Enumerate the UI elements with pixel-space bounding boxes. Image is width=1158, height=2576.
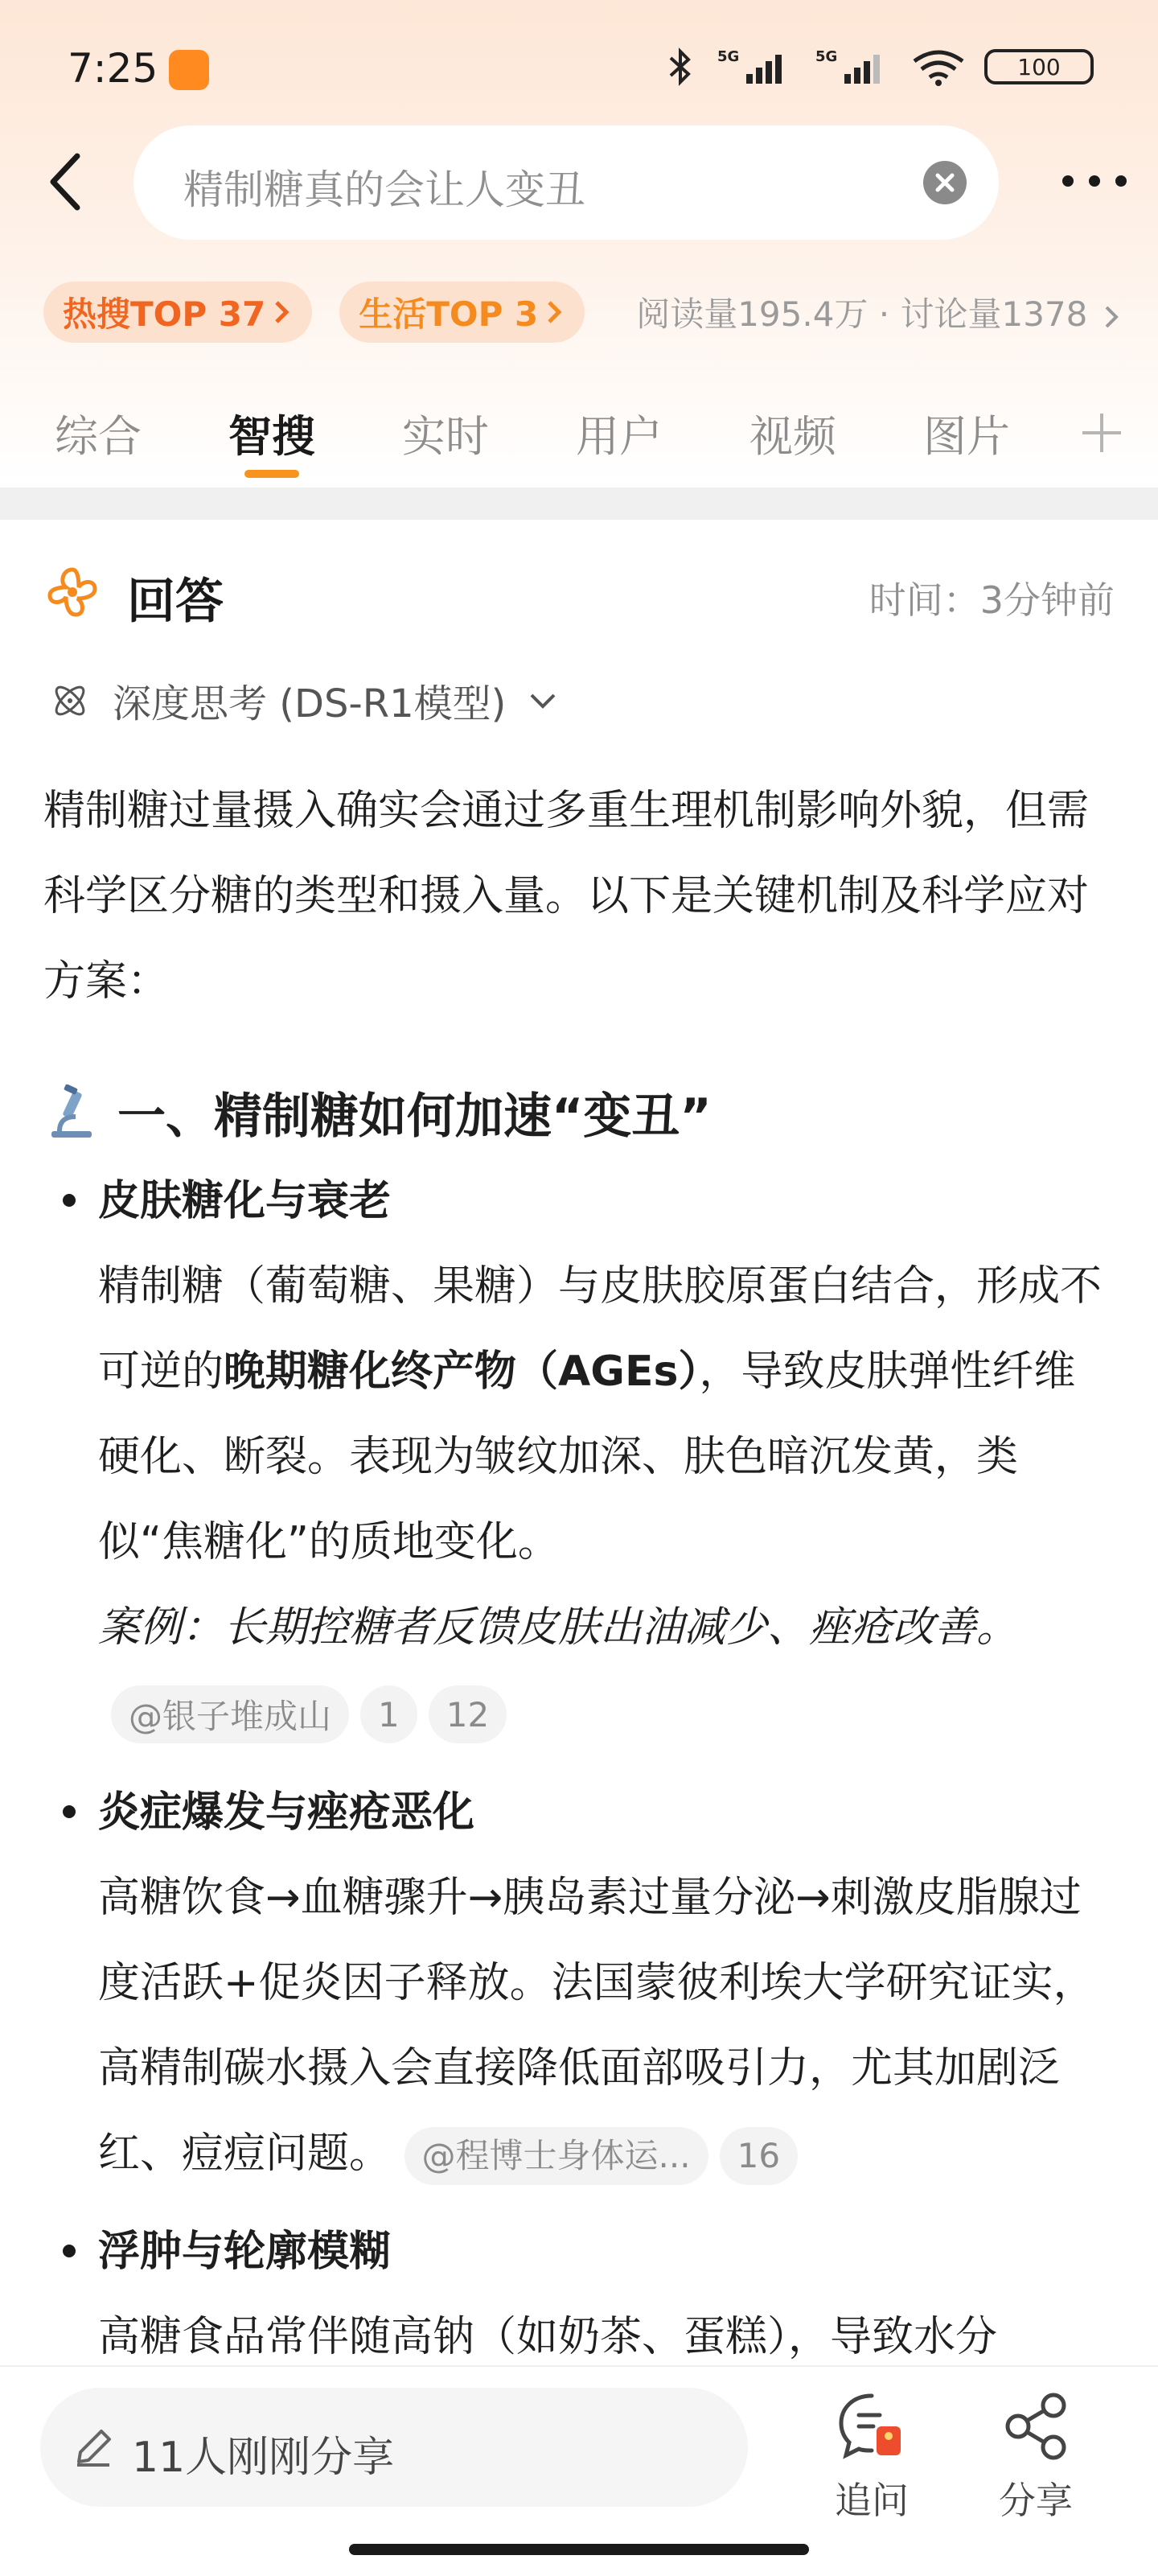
tab-realtime[interactable]: 实时 xyxy=(402,411,489,462)
read-discussion-count[interactable] xyxy=(636,288,1123,336)
tab-comprehensive[interactable]: 综合 xyxy=(55,411,142,462)
microscope-icon xyxy=(43,1084,100,1141)
share-input[interactable] xyxy=(40,2388,748,2507)
bullet-text-part-b: ，导致皮肤弹性纤维硬化、断裂。表现为皱纹加深、肤色暗沉发黄，类似“焦糖化”的质地变化。 xyxy=(98,1348,1076,1566)
hot-search-rank-pill[interactable] xyxy=(43,282,312,343)
search-input[interactable] xyxy=(133,126,999,240)
source-chip-count[interactable]: 1 xyxy=(360,1685,417,1743)
search-query: 精制糖真的会让人变丑 xyxy=(183,167,585,213)
section-heading-text: 一、精制糖如何加速“变丑” xyxy=(117,1088,712,1145)
bullet-skin-glycation xyxy=(58,1158,1111,1670)
life-rank-label: 生活TOP 3 xyxy=(359,294,539,334)
bullet-text xyxy=(98,1855,1111,2196)
bullet-dot xyxy=(63,2245,76,2257)
bullet-text-body: 高糖饮食→血糖骤升→胰岛素过量分泌→刺激皮脂腺过度活跃+促炎因子释放。法国蒙彼利埃大学研究证实，高精制碳水摄入会直接降低面部吸引力，尤其加剧泛红、痘痘问题。 xyxy=(98,1874,1095,2178)
read-discussion-label: 阅读量195.4万 · 讨论量1378 xyxy=(636,294,1088,334)
bullet-title: 炎症爆发与痤疮恶化 xyxy=(98,1788,475,1837)
home-indicator xyxy=(349,2544,809,2555)
tab-videos[interactable]: 视频 xyxy=(749,411,836,462)
bullet-dot xyxy=(63,1805,76,1818)
bullet-puffiness xyxy=(58,2209,1111,2380)
source-chip-user[interactable]: @银子堆成山 xyxy=(111,1685,349,1743)
wifi-icon xyxy=(910,47,967,87)
active-tab-indicator xyxy=(244,470,299,478)
share-icon xyxy=(996,2388,1076,2465)
battery-level: 100 xyxy=(1017,53,1061,80)
atom-icon xyxy=(48,679,92,722)
follow-up-label: 追问 xyxy=(835,2479,909,2522)
bullet-title: 皮肤糖化与衰老 xyxy=(98,1177,392,1225)
hot-info-row xyxy=(43,282,1123,343)
bullet-text: 高糖食品常伴随高钠（如奶茶、蛋糕），导致水分 xyxy=(98,2313,998,2361)
tab-images[interactable]: 图片 xyxy=(923,411,1010,462)
source-chip-user[interactable]: @程博士身体运... xyxy=(404,2127,708,2185)
chevron-down-icon xyxy=(527,689,559,713)
tab-users[interactable]: 用户 xyxy=(576,411,663,462)
bluetooth-icon xyxy=(664,47,696,87)
chevron-right-icon xyxy=(1102,302,1123,331)
intro-paragraph: 精制糖过量摄入确实会通过多重生理机制影响外貌，但需科学区分糖的类型和摄入量。以下是关键机制及科学应对方案： xyxy=(43,787,1090,1006)
follow-up-button[interactable] xyxy=(815,2388,928,2525)
bullet-dot xyxy=(63,1194,76,1207)
hot-search-rank-label: 热搜TOP 37 xyxy=(63,294,266,334)
status-icons xyxy=(664,47,1094,87)
close-icon xyxy=(923,161,967,204)
shopping-app-icon xyxy=(169,50,209,90)
follow-up-icon xyxy=(832,2388,912,2465)
life-rank-pill[interactable] xyxy=(339,282,585,343)
signal-5g-icon-2 xyxy=(812,47,893,87)
bullet-text xyxy=(98,1244,1111,1585)
share-placeholder: 11人刚刚分享 xyxy=(132,2434,395,2482)
share-button[interactable] xyxy=(979,2388,1092,2525)
pen-icon xyxy=(69,2423,117,2471)
status-bar xyxy=(0,0,1158,137)
answer-title: 回答 xyxy=(127,574,224,630)
bullet-text-bold: 晚期糖化终产物（AGEs） xyxy=(224,1348,700,1396)
deep-think-toggle[interactable] xyxy=(48,673,559,728)
source-chip-count[interactable]: 12 xyxy=(429,1685,507,1743)
section-divider xyxy=(0,488,1158,520)
svg-text:5G: 5G xyxy=(717,48,740,65)
status-time: 7:25 xyxy=(68,45,158,92)
deep-think-label: 深度思考 (DS-R1模型) xyxy=(113,681,507,726)
more-options-icon[interactable] xyxy=(1058,161,1131,201)
clear-search-button[interactable] xyxy=(923,161,967,204)
search-tabs xyxy=(0,386,1158,483)
answer-timestamp: 时间：3分钟前 xyxy=(868,578,1115,622)
share-label: 分享 xyxy=(999,2479,1073,2522)
battery-icon xyxy=(984,49,1094,84)
svg-text:5G: 5G xyxy=(815,48,838,65)
section-heading xyxy=(43,1078,712,1147)
chevron-right-icon xyxy=(544,298,565,327)
signal-5g-icon xyxy=(714,47,795,87)
answer-intro xyxy=(43,768,1121,1024)
ai-answer-logo-icon xyxy=(43,563,101,621)
bullet-case: 案例：长期控糖者反馈皮肤出油减少、痤疮改善。 xyxy=(98,1603,1019,1652)
bullet-text-part-a: 精制糖（葡萄糖、果糖）与皮肤胶原蛋白结合，形成不可逆的 xyxy=(98,1262,1103,1396)
source-chip-count[interactable]: 16 xyxy=(720,2127,798,2185)
back-arrow-icon[interactable] xyxy=(42,150,90,214)
bullet-inflammation-acne xyxy=(58,1770,1111,2196)
chevron-right-icon xyxy=(272,298,293,327)
tab-smart-search[interactable]: 智搜 xyxy=(228,411,315,462)
bullet-title: 浮肿与轮廓模糊 xyxy=(98,2228,392,2276)
add-tab-icon[interactable] xyxy=(1079,410,1124,455)
source-chips-1 xyxy=(111,1678,518,1751)
